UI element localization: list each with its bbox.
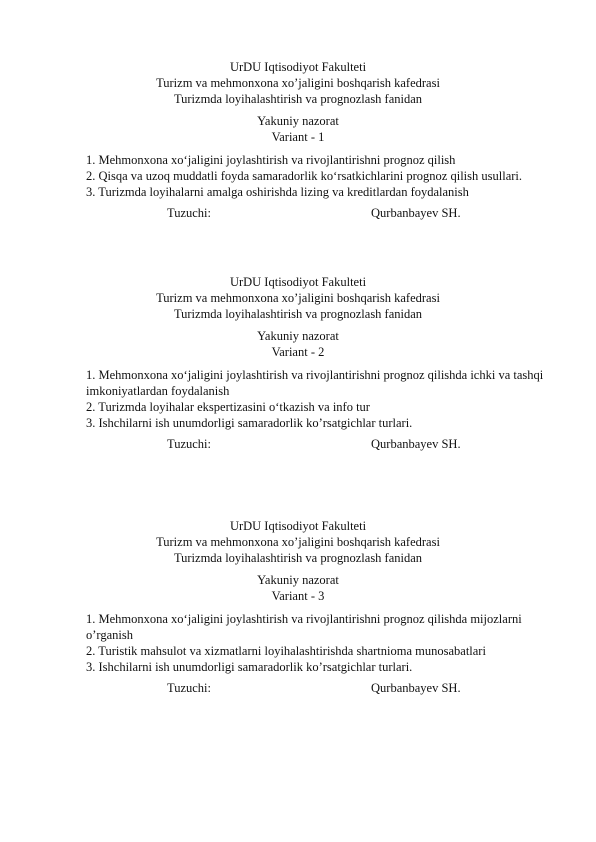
compiler-label: Tuzuchi: bbox=[167, 437, 211, 451]
department-title: Turizm va mehmonxona xo’jaligini boshqarish kafedrasi bbox=[156, 76, 440, 90]
signature-line bbox=[0, 436, 596, 452]
compiler-name: Qurbanbayev SH. bbox=[371, 437, 461, 451]
question-item: 2. Turizmda loyihalar ekspertizasini o‘tkazish va info tur bbox=[86, 400, 370, 414]
question-item: 3. Ishchilarni ish unumdorligi samaradorlik ko’rsatgichlar turlari. bbox=[86, 660, 413, 674]
faculty-title: UrDU Iqtisodiyot Fakulteti bbox=[229, 60, 367, 74]
exam-variant-3 bbox=[0, 518, 596, 696]
exam-title: Yakuniy nazorat bbox=[257, 329, 339, 343]
question-item: 2. Qisqa va uzoq muddatli foyda samaradorlik ko‘rsatkichlarini prognoz qilish usullari. bbox=[86, 169, 523, 183]
subject-title: Turizmda loyihalashtirish va prognozlash fanidan bbox=[173, 307, 423, 321]
exam-variant-1 bbox=[0, 59, 596, 221]
compiler-label: Tuzuchi: bbox=[167, 681, 211, 695]
question-item: 3. Turizmda loyihalarni amalga oshirishda lizing va kreditlardan foydalanish bbox=[86, 185, 469, 199]
signature-line bbox=[0, 205, 596, 221]
variant-number: Variant - 3 bbox=[271, 589, 325, 603]
question-item: 1. Mehmonxona xo‘jaligini joylashtirish va rivojlantirishni prognoz qilish bbox=[86, 153, 456, 167]
variant-number: Variant - 2 bbox=[271, 345, 325, 359]
question-item: 1. Mehmonxona xo‘jaligini joylashtirish va rivojlantirishni prognoz qilishda ichki va tashqi imkoniyatlardan foydalanish bbox=[86, 368, 544, 398]
compiler-label: Tuzuchi: bbox=[167, 206, 211, 220]
question-item: 2. Turistik mahsulot va xizmatlarni loyihalashtirishda shartnioma munosabatlari bbox=[86, 644, 486, 658]
compiler-name: Qurbanbayev SH. bbox=[371, 206, 461, 220]
department-title: Turizm va mehmonxona xo’jaligini boshqarish kafedrasi bbox=[156, 291, 440, 305]
subject-title: Turizmda loyihalashtirish va prognozlash fanidan bbox=[173, 551, 423, 565]
exam-variant-2 bbox=[0, 274, 596, 452]
signature-line bbox=[0, 680, 596, 696]
faculty-title: UrDU Iqtisodiyot Fakulteti bbox=[229, 275, 367, 289]
question-item: 3. Ishchilarni ish unumdorligi samaradorlik ko’rsatgichlar turlari. bbox=[86, 416, 413, 430]
subject-title: Turizmda loyihalashtirish va prognozlash fanidan bbox=[173, 92, 423, 106]
compiler-name: Qurbanbayev SH. bbox=[371, 681, 461, 695]
faculty-title: UrDU Iqtisodiyot Fakulteti bbox=[229, 519, 367, 533]
question-list bbox=[0, 152, 548, 200]
question-list bbox=[0, 611, 548, 675]
exam-title: Yakuniy nazorat bbox=[257, 114, 339, 128]
department-title: Turizm va mehmonxona xo’jaligini boshqarish kafedrasi bbox=[156, 535, 440, 549]
question-list bbox=[0, 367, 548, 431]
variant-number: Variant - 1 bbox=[271, 130, 325, 144]
question-item: 1. Mehmonxona xo‘jaligini joylashtirish va rivojlantirishni prognoz qilishda mijozlarni o’rganish bbox=[86, 612, 522, 642]
exam-title: Yakuniy nazorat bbox=[257, 573, 339, 587]
